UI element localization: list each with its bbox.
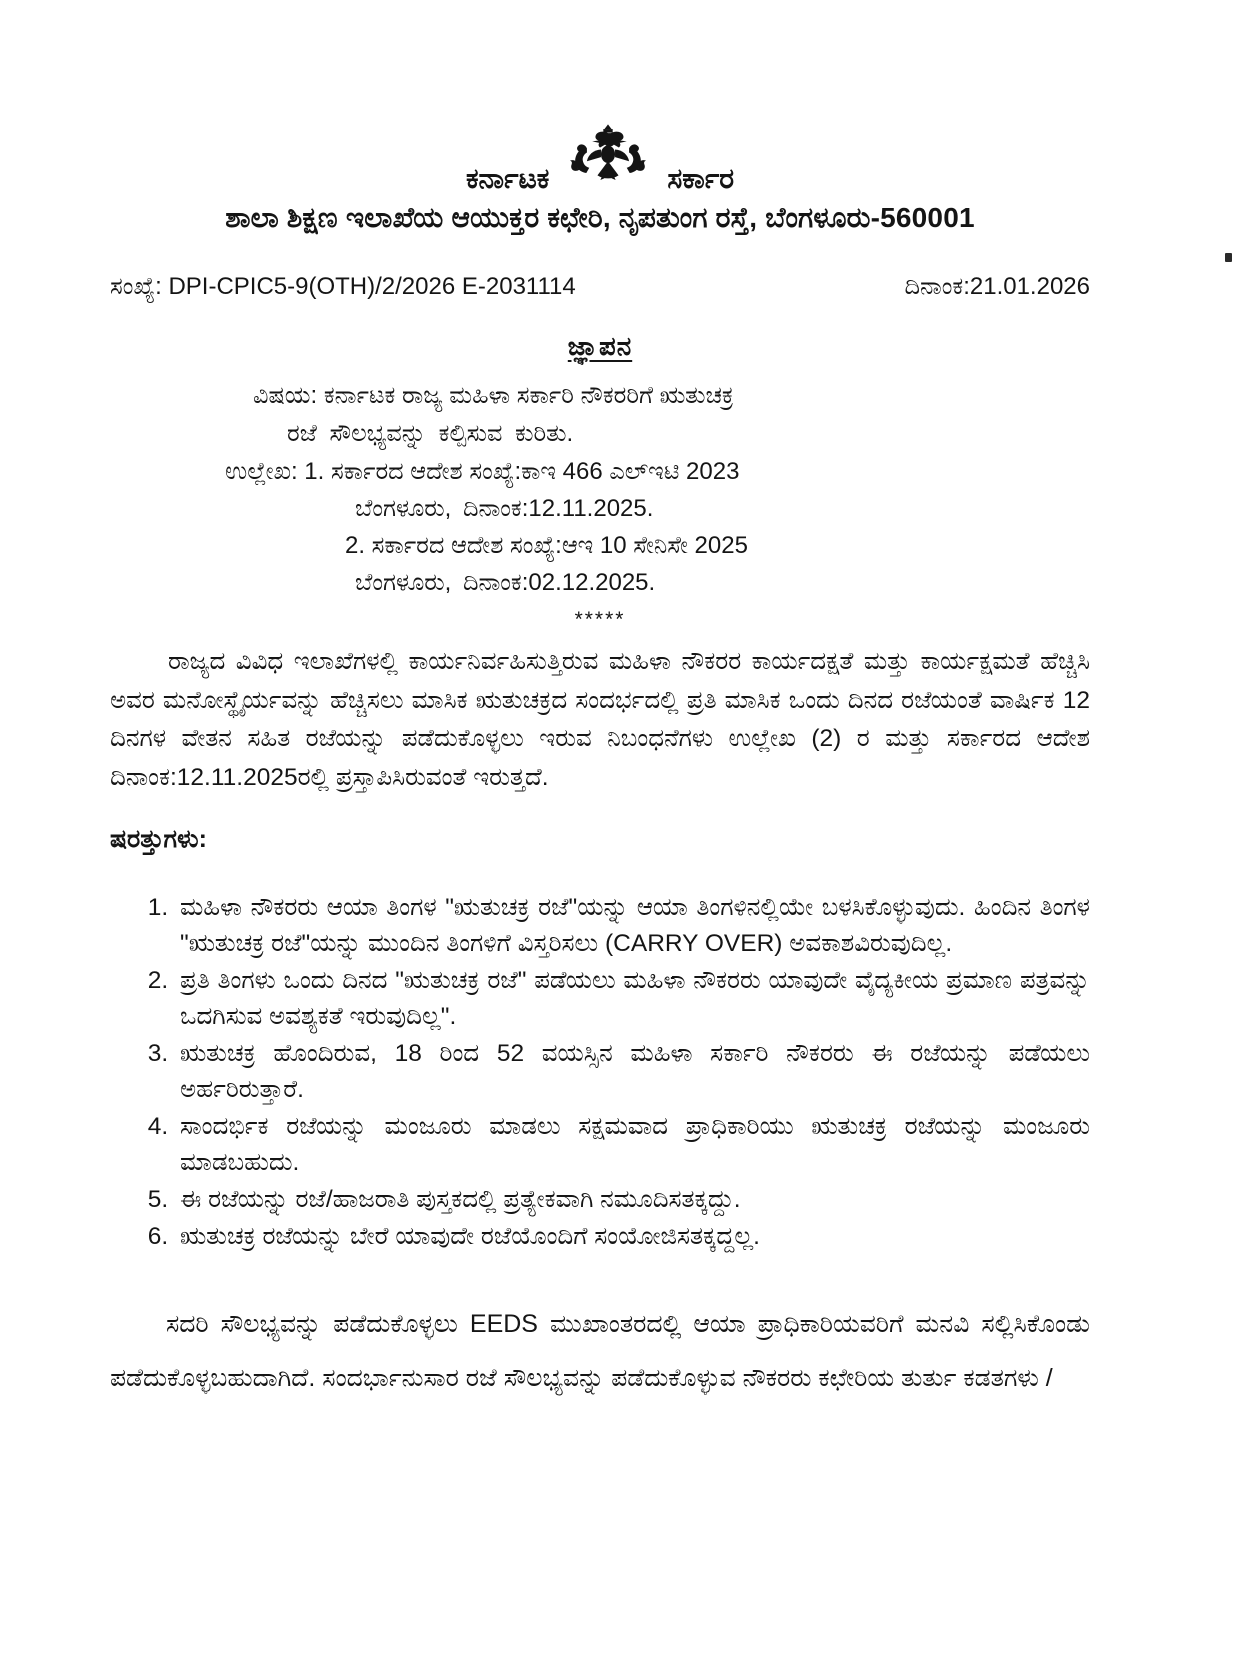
conditions-heading: ಷರತ್ತುಗಳು: [110,825,207,853]
document-date: ದಿನಾಂಕ:21.01.2026 [904,273,1090,300]
memo-title: ಜ್ಞಾಪನ [567,331,633,361]
number-date-row [110,273,1090,301]
reference-line-1: ಉಲ್ಲೇಖ: 1. ಸರ್ಕಾರದ ಆದೇಶ ಸಂಖ್ಯೆ:ಕಾಇ 466 ಎಲ್‌ಇಟಿ 2023 [225,458,740,485]
subject-line-1: ವಿಷಯ: ಕರ್ನಾಟಕ ರಾಜ್ಯ ಮಹಿಳಾ ಸರ್ಕಾರಿ ನೌಕರರಿಗೆ ಋತುಚಕ್ರ [253,382,734,409]
asterisk-separator: ***** [574,608,626,631]
subject-block [110,377,1090,453]
government-title-line [110,122,1090,194]
office-address-line: ಶಾಲಾ ಶಿಕ್ಷಣ ಇಲಾಖೆಯ ಆಯುಕ್ತರ ಕಛೇರಿ, ನೃಪತುಂಗ ರಸ್ತೆ, ಬೆಂಗಳೂರು-560001 [225,202,975,233]
condition-item-5: 5. ಈ ರಜೆಯನ್ನು ರಜೆ/ಹಾಜರಾತಿ ಪುಸ್ತಕದಲ್ಲಿ ಪ್ರತ್ಯೇಕವಾಗಿ ನಮೂದಿಸತಕ್ಕದ್ದು. [175,1182,1090,1218]
reference-line-4: ಬೆಂಗಳೂರು, ದಿನಾಂಕ:02.12.2025. [355,569,656,596]
references-block [110,453,1090,601]
intro-paragraph: ರಾಜ್ಯದ ವಿವಿಧ ಇಲಾಖೆಗಳಲ್ಲಿ ಕಾರ್ಯನಿರ್ವಹಿಸುತ್ತಿರುವ ಮಹಿಳಾ ನೌಕರರ ಕಾರ್ಯದಕ್ಷತೆ ಮತ್ತು ಕಾರ್ಯಕ್ಷಮತೆ ಹೆಚ್ಚಿಸಿ ಅವರ ಮನೋಸ್ಥೈರ್ಯವನ್ನು ಹೆಚ್ಚಿಸಲು ಮಾಸಿಕ ಋತುಚಕ್ರದ ಸಂದರ್ಭದಲ್ಲಿ ಪ್ರತಿ ಮಾಸಿಕ ಒಂದು ದಿನದ ರಜೆಯಂತೆ ವಾರ್ಷಿಕ 12 ದಿನಗಳ ವೇತನ ಸಹಿತ ರಜೆಯನ್ನು ಪಡೆದುಕೊಳ್ಳಲು ಇರುವ ನಿಬಂಧನೆಗಳು ಉಲ್ಲೇಖ (2) ರ ಮತ್ತು ಸರ್ಕಾರದ ಆದೇಶ ದಿನಾಂಕ:12.11.2025ರಲ್ಲಿ ಪ್ರಸ್ತಾಪಿಸಿರುವಂತೆ ಇರುತ್ತದೆ. [110,648,1090,791]
document-header [110,122,1090,235]
closing-paragraph: ಸದರಿ ಸೌಲಭ್ಯವನ್ನು ಪಡೆದುಕೊಳ್ಳಲು EEDS ಮುಖಾಂತರದಲ್ಲಿ ಆಯಾ ಪ್ರಾಧಿಕಾರಿಯವರಿಗೆ ಮನವಿ ಸಲ್ಲಿಸಿಕೊಂಡು ಪಡೆದುಕೊಳ್ಳಬಹುದಾಗಿದೆ. ಸಂದರ್ಭಾನುಸಾರ ರಜೆ ಸೌಲಭ್ಯವನ್ನು ಪಡೆದುಕೊಳ್ಳುವ ನೌಕರರು ಕಛೇರಿಯ ತುರ್ತು ಕಡತಗಳು / [110,1310,1090,1392]
government-title-right: ಸರ್ಕಾರ [667,163,735,194]
condition-item-4: 4. ಸಾಂದರ್ಭಿಕ ರಜೆಯನ್ನು ಮಂಜೂರು ಮಾಡಲು ಸಕ್ಷಮವಾದ ಪ್ರಾಧಿಕಾರಿಯು ಋತುಚಕ್ರ ರಜೆಯನ್ನು ಮಂಜೂರು ಮಾಡಬಹುದು. [175,1109,1090,1181]
subject-line-2: ರಜೆ ಸೌಲಭ್ಯವನ್ನು ಕಲ್ಪಿಸುವ ಕುರಿತು. [287,420,574,447]
scan-artifact [1225,253,1232,262]
government-title-left: ಕರ್ನಾಟಕ [465,163,550,194]
reference-line-3: 2. ಸರ್ಕಾರದ ಆದೇಶ ಸಂಖ್ಯೆ:ಆಇ 10 ಸೇನಿಸೇ 2025 [345,532,748,559]
condition-item-2: 2. ಪ್ರತಿ ತಿಂಗಳು ಒಂದು ದಿನದ "ಋತುಚಕ್ರ ರಜೆ" ಪಡೆಯಲು ಮಹಿಳಾ ನೌಕರರು ಯಾವುದೇ ವೈದ್ಯಕೀಯ ಪ್ರಮಾಣ ಪತ್ರವನ್ನು ಒದಗಿಸುವ ಅವಶ್ಯಕತೆ ಇರುವುದಿಲ್ಲ". [175,963,1090,1035]
reference-line-2: ಬೆಂಗಳೂರು, ದಿನಾಂಕ:12.11.2025. [355,495,654,522]
conditions-list [110,890,1090,1255]
condition-item-6: 6. ಋತುಚಕ್ರ ರಜೆಯನ್ನು ಬೇರೆ ಯಾವುದೇ ರಜೆಯೊಂದಿಗೆ ಸಂಯೋಜಿಸತಕ್ಕದ್ದಲ್ಲ. [175,1219,1090,1255]
file-number: ಸಂಖ್ಯೆ: DPI-CPIC5-9(OTH)/2/2026 E-2031114 [110,273,576,300]
karnataka-state-emblem-icon [567,122,649,196]
condition-item-1: 1. ಮಹಿಳಾ ನೌಕರರು ಆಯಾ ತಿಂಗಳ "ಋತುಚಕ್ರ ರಜೆ"ಯನ್ನು ಆಯಾ ತಿಂಗಳಿನಲ್ಲಿಯೇ ಬಳಸಿಕೊಳ್ಳುವುದು. ಹಿಂದಿನ ತಿಂಗಳ "ಋತುಚಕ್ರ ರಜೆ"ಯನ್ನು ಮುಂದಿನ ತಿಂಗಳಿಗೆ ವಿಸ್ತರಿಸಲು (CARRY OVER) ಅವಕಾಶವಿರುವುದಿಲ್ಲ. [175,890,1090,962]
condition-item-3: 3. ಋತುಚಕ್ರ ಹೊಂದಿರುವ, 18 ರಿಂದ 52 ವಯಸ್ಸಿನ ಮಹಿಳಾ ಸರ್ಕಾರಿ ನೌಕರರು ಈ ರಜೆಯನ್ನು ಪಡೆಯಲು ಅರ್ಹರಿರುತ್ತಾರೆ. [175,1036,1090,1108]
